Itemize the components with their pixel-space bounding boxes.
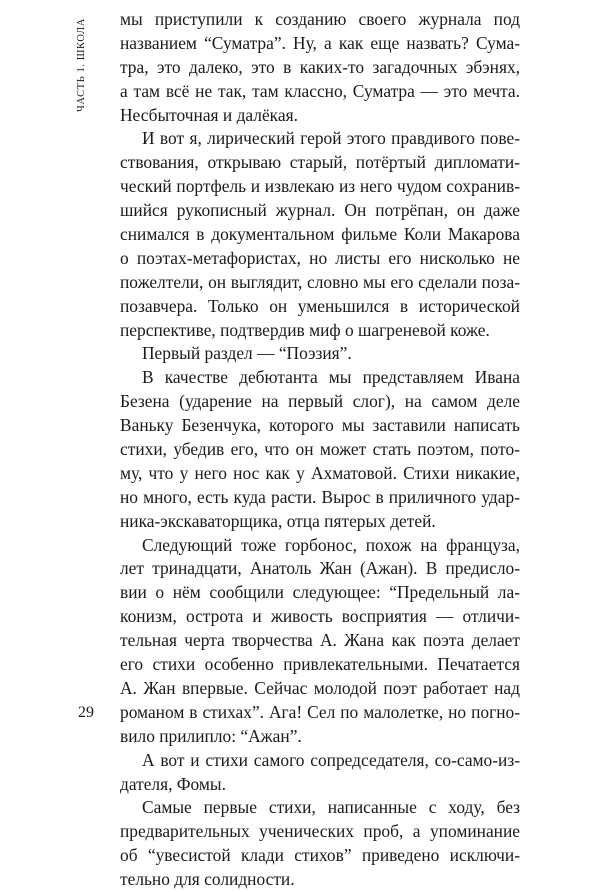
text-line: об “увесистой клади стихов” приведено исключи- bbox=[120, 845, 520, 866]
text-line: предварительных ученических проб, а упоминание bbox=[120, 821, 520, 842]
text-line: му, что у него нос как у Ахматовой. Стихи никакие, bbox=[120, 462, 520, 483]
text-line: снимался в документальном фильме Коли Макарова bbox=[120, 224, 520, 245]
text-line: названием “Суматра”. Ну, а как еще назвать? Сума- bbox=[120, 32, 520, 53]
text-line: но много, есть куда расти. Вырос в приличного удар- bbox=[120, 486, 520, 507]
text-line: А. Жан впервые. Сейчас молодой поэт работает над bbox=[120, 677, 520, 698]
text-line: В качестве дебютанта мы представляем Ивана bbox=[142, 367, 520, 388]
text-line: позавчера. Только он уменьшился в исторической bbox=[120, 295, 520, 316]
text-line: вило прилипло: “Ажан”. bbox=[120, 725, 302, 746]
text-line: лет тринадцати, Анатоль Жан (Ажан). В предисло- bbox=[120, 558, 520, 579]
text-line: тра, это далеко, это в каких-то загадочных эбэнях, bbox=[120, 56, 520, 77]
text-line: Ваньку Безенчука, которого мы заставили написать bbox=[120, 415, 520, 436]
text-line: Безена (ударение на первый слог), на самом деле bbox=[120, 391, 520, 412]
text-line: а там всё не так, там классно, Суматра — это мечта. bbox=[120, 80, 520, 101]
text-line: Следующий тоже горбонос, похож на француза, bbox=[142, 534, 520, 555]
text-line: тельно для солидности. bbox=[120, 869, 295, 890]
text-line: пожелтели, он выглядит, словно мы его сделали поза- bbox=[120, 271, 520, 292]
text-line: вии о нём сообщили следующее: “Предельный ла- bbox=[120, 582, 520, 603]
text-line: Первый раздел — “Поэзия”. bbox=[142, 343, 352, 364]
text-line: романом в стихах”. Ага! Сел по малолетке, но погно- bbox=[120, 701, 520, 722]
text-line: стихи, убедив его, что он может стать поэтом, пото- bbox=[120, 439, 520, 460]
text-line: мы приступили к созданию своего журнала под bbox=[120, 9, 520, 29]
text-line: А вот и стихи самого сопредседателя, со-само-из- bbox=[142, 749, 520, 770]
text-line: Несбыточная и далёкая. bbox=[120, 104, 298, 125]
text-line: И вот я, лирический герой этого правдивого пове- bbox=[142, 128, 520, 149]
text-line: ческий портфель и извлекаю из него чудом сохранив- bbox=[120, 176, 520, 197]
body-text bbox=[120, 8, 520, 892]
text-line: шийся рукописный журнал. Он потрёпан, он даже bbox=[120, 200, 520, 221]
page-number: 29 bbox=[78, 704, 94, 721]
text-line: его стихи особенно привлекательными. Печатается bbox=[120, 654, 520, 675]
text-line: тельная черта творчества А. Жана как поэта делает bbox=[120, 630, 520, 651]
text-line: конизм, острота и живость восприятия — отличи- bbox=[120, 606, 520, 627]
running-head: ЧАСТЬ 1. ШКОЛА bbox=[76, 18, 87, 112]
text-line: о поэтах-метафористах, но листы его нисколько не bbox=[120, 247, 520, 268]
text-line: перспективе, подтвердив миф о шагреневой коже. bbox=[120, 319, 490, 340]
text-line: ника-экскаваторщика, отца пятерых детей. bbox=[120, 510, 436, 531]
text-line: дателя, Фомы. bbox=[120, 773, 226, 794]
text-line: ствования, открываю старый, потёртый дипломати- bbox=[120, 152, 520, 173]
text-line: Самые первые стихи, написанные с ходу, без bbox=[142, 797, 520, 818]
